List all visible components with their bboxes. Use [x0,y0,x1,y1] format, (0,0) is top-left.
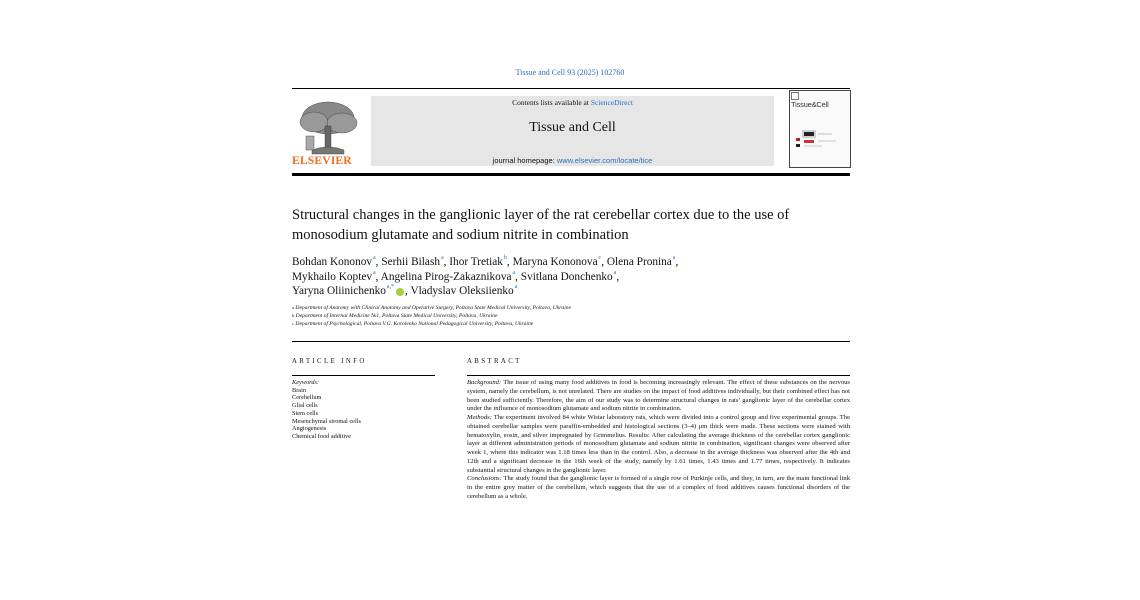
author[interactable] [449,256,507,268]
author-name: Vladyslav Oleksiienko [410,285,514,298]
header-top-rule [292,88,850,89]
author-name: Yaryna Oliinichenko [292,285,386,298]
author-separator: , [443,256,450,268]
affiliation-mark[interactable]: a [372,255,376,261]
author-name: Bohdan Kononov [292,256,373,268]
section-divider [292,341,850,342]
affiliation-text: Department of Anatomy with Clinical Anatomy and Operative Surgery, Poltava State Medical University, Poltava, Ukraine [295,305,572,311]
author[interactable] [292,271,376,283]
affiliation-mark[interactable]: a [672,255,676,261]
author[interactable] [381,271,515,283]
homepage-prefix: journal homepage: [492,156,557,165]
sciencedirect-link[interactable]: ScienceDirect [590,98,633,107]
affiliation-mark[interactable]: a [512,269,516,276]
affiliation-letter: c [292,321,294,327]
author-separator: , [375,256,382,268]
contents-prefix: Contents lists available at [512,98,591,107]
author-separator: , [375,270,381,283]
author[interactable] [381,256,443,268]
author[interactable] [513,256,602,268]
author-separator: , [506,256,513,268]
affiliation-mark[interactable]: a [613,269,617,276]
keyword-item[interactable]: Chemical food additive [292,432,352,440]
article-title: Structural changes in the ganglionic layer of the rat cerebellar cortex due to the use of monosodium glutamate and sodium nitrite in combination [292,207,790,243]
keyword-item[interactable]: Cerebellum [292,394,322,402]
conclusions-label: Conclusions: [467,475,502,483]
affiliation-mark[interactable]: a [514,284,518,291]
author-name: Serhii Bilash [381,256,440,268]
affiliation-letter: a [292,305,294,310]
author-name: Maryna Kononova [512,256,598,268]
orcid-icon[interactable] [396,288,404,296]
journal-citation-link[interactable]: Tissue and Cell 93 (2025) 102760 [515,68,625,77]
methods-text: The experiment involved 84 white Wistar laboratory rats, which were divided into a control group and five experimental groups. The obtained cerebellar samples were paraffin-embedded and histological sections (3–4) μm thick were made. These sections were stained with hematoxylin, eosin, and silver impregnated by Grimmelius. Results: After calculating the average thickness of the cerebellar cortex ganglionic layer at different administration periods of monosodium glutamate and sodium nitrite in combination, significant changes were observed after week 1, where this indicator was 1.18 times less than in the control. Also, a decrease in the average thickness was observed after the 4th and 12th and a significant decrease in the 16th week of the study, namely by 1.61 times, 1.43 times and 1.77 times, respectively. It indicates substantial structural changes in the ganglionic layer. [467,414,850,474]
keyword-item[interactable]: Brain [292,386,306,394]
author-name: Olena Pronina [606,256,672,268]
author[interactable] [292,285,394,297]
background-label: Background: [467,379,502,386]
abstract-body [467,379,850,502]
keyword-item[interactable]: Stem cells [292,409,319,417]
author-name: Svitlana Donchenko [520,270,613,283]
author-separator: , [601,256,607,268]
contents-lists-line [371,98,774,107]
article-info-heading: ARTICLE INFO [292,358,367,365]
author[interactable] [520,269,620,283]
methods-label: Methods: [467,414,492,421]
affiliation-mark[interactable]: b [503,255,507,261]
affiliation-text: Department of Internal Medicine №1, Poltava State Medical University, Poltava, Ukraine [295,313,498,320]
author-separator: , [405,285,411,298]
cover-corner-mark [791,92,799,100]
journal-name: Tissue and Cell [529,120,616,135]
author[interactable] [606,255,679,268]
author-name: Angelina Pirog-Zakaznikova [380,270,512,283]
journal-homepage-line [371,156,774,165]
keyword-item[interactable]: Glial cells [292,402,318,410]
conclusions-text: The study found that the ganglionic layer is formed of a single row of Purkinje cells, and they, in turn, are the main functional link in the entire grey matter of the cerebellum, which suggests that the use of a complex of food additives causes functional disorders of the cerebellum as a whole. [467,475,850,500]
affiliation-item [292,312,852,320]
keywords-block [292,379,435,441]
header-bottom-rule [292,173,850,176]
author-name: Ihor Tretiak [449,256,503,268]
affiliation-item [292,320,852,328]
abstract-background [467,379,850,414]
abstract-conclusions [467,475,850,501]
journal-homepage-link[interactable]: www.elsevier.com/locate/tice [556,156,653,165]
affiliation-item [292,304,852,312]
affiliation-mark[interactable]: a [372,269,376,276]
author-separator: , [616,270,620,283]
affiliation-mark[interactable]: a,* [386,284,395,291]
cover-artwork [792,126,846,152]
author-separator: , [515,270,521,283]
author-list [292,255,852,299]
abstract-methods [467,414,850,475]
affiliation-text: Department of Psychological, Poltava V.G. Korolenko National Pedagogical University, Poltava, Ukraine [295,321,534,328]
author[interactable] [410,285,517,297]
background-text: The issue of using many food additives in food is becoming increasingly relevant. The effect of these substances on the nervous system, namely the cerebellum, is not unrelated. There are studies on the impact of food additives individually, but their combined effect has not been studied sufficiently. Therefore, the aim of our study was to determine structural changes in rats’ ganglionic layer of the cerebellar cortex under the influence of monosodium glutamate and sodium nitrite in combination. [467,379,850,413]
keyword-item[interactable]: Mesenchymal stromal cells [292,417,361,425]
publisher-name: ELSEVIER [292,155,352,167]
affiliation-mark[interactable]: a [440,255,444,261]
article-info-rule [292,375,435,376]
keywords-label: Keywords: [292,379,320,386]
affiliation-mark[interactable]: c [598,255,602,261]
affiliation-letter: b [292,313,295,319]
cover-journal-label: Tissue&Cell [791,100,829,109]
abstract-heading: ABSTRACT [467,358,522,365]
author[interactable] [292,256,376,268]
abstract-rule [467,375,850,376]
author-name: Mykhailo Koptev [292,270,373,283]
affiliation-list [292,304,852,329]
keyword-item[interactable]: Angiogenesis [292,425,327,433]
author-separator: , [675,256,679,268]
